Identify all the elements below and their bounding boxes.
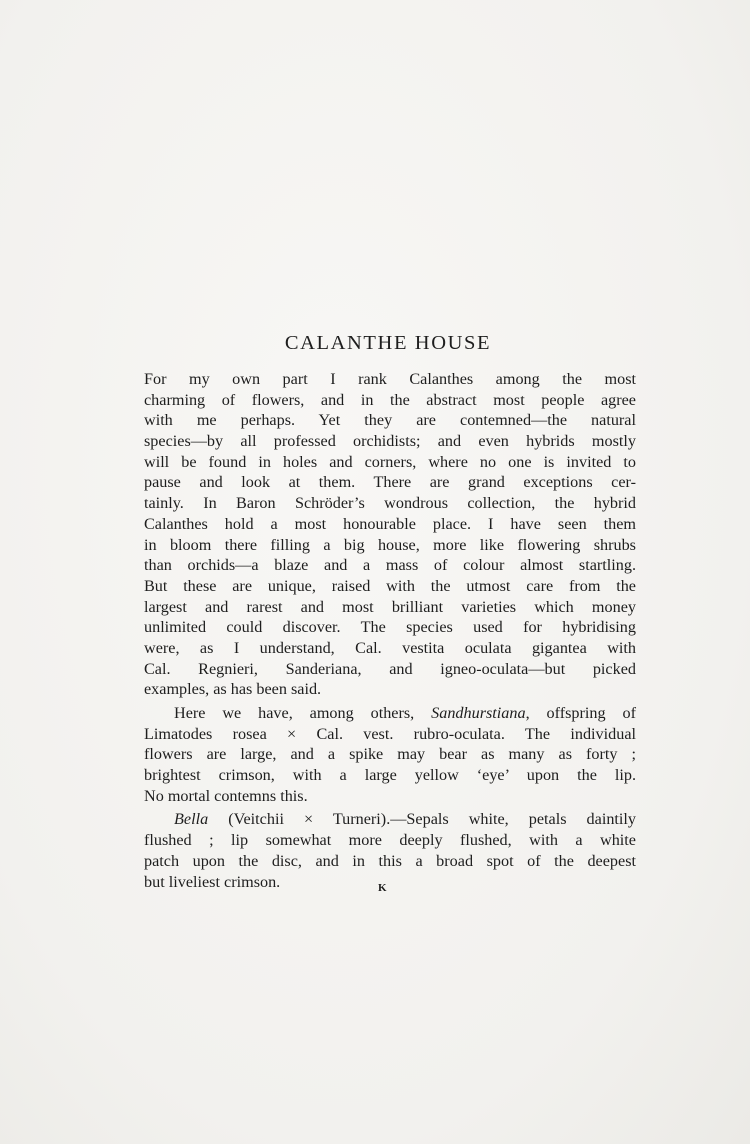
text-line: were, as I understand, Cal. vestita oculata gigantea with (144, 638, 636, 657)
text-line-composite (144, 703, 636, 724)
text-line: species—by all professed orchidists; and even hybrids mostly (144, 432, 636, 451)
text-line: Calanthes hold a most honourable place. I have seen them (144, 514, 636, 533)
text-line: largest and rarest and most brilliant varieties which money (144, 597, 636, 616)
text-line: No mortal contemns this. (144, 786, 308, 805)
text-line: examples, as has been said. (144, 680, 322, 699)
paragraph-bella (144, 809, 636, 892)
text-line: but liveliest crimson. (144, 872, 281, 891)
paragraph-sandhurstiana (144, 703, 636, 806)
paragraph-calanthes-intro (144, 369, 636, 700)
text-line: will be found in holes and corners, where no one is invited to (144, 452, 636, 471)
text-line-composite (144, 809, 636, 830)
variety-name-bella: Bella (174, 810, 209, 829)
page-title: CALANTHE HOUSE (284, 331, 492, 354)
text-line: charming of flowers, and in the abstract most people agree (144, 390, 636, 409)
text-line: Limatodes rosea × Cal. vest. rubro-oculata. The individual (144, 724, 636, 743)
text-line: But these are unique, raised with the utmost care from the (144, 576, 636, 595)
text-line: flushed ; lip somewhat more deeply flushed, with a white (144, 831, 636, 850)
text-line: patch upon the disc, and in this a broad spot of the deepest (144, 851, 636, 870)
body-text (144, 369, 636, 892)
signature-mark: K (378, 882, 388, 894)
text-fragment: (Veitchii × Turneri).—Sepals white, petals daintily (208, 810, 636, 829)
text-line: with me perhaps. Yet they are contemned—the natural (144, 411, 636, 430)
text-fragment: Here we have, among others, (174, 704, 432, 722)
text-fragment: , offspring of (525, 704, 636, 722)
text-line: than orchids—a blaze and a mass of colour almost startling. (144, 556, 636, 575)
text-line: brightest crimson, with a large yellow ‘eye’ upon the lip. (144, 766, 636, 785)
text-line: For my own part I rank Calanthes among the most (144, 370, 636, 388)
text-line: in bloom there filling a big house, more like flowering shrubs (144, 535, 636, 554)
text-line: pause and look at them. There are grand exceptions cer- (144, 473, 636, 492)
text-line: tainly. In Baron Schröder’s wondrous collection, the hybrid (144, 494, 636, 513)
text-line: unlimited could discover. The species used for hybridising (144, 618, 636, 637)
variety-name-sandhurstiana: Sandhurstiana (431, 704, 526, 722)
text-line: flowers are large, and a spike may bear as many as forty ; (144, 745, 636, 764)
text-line: Cal. Regnieri, Sanderiana, and igneo-oculata—but picked (144, 659, 636, 678)
